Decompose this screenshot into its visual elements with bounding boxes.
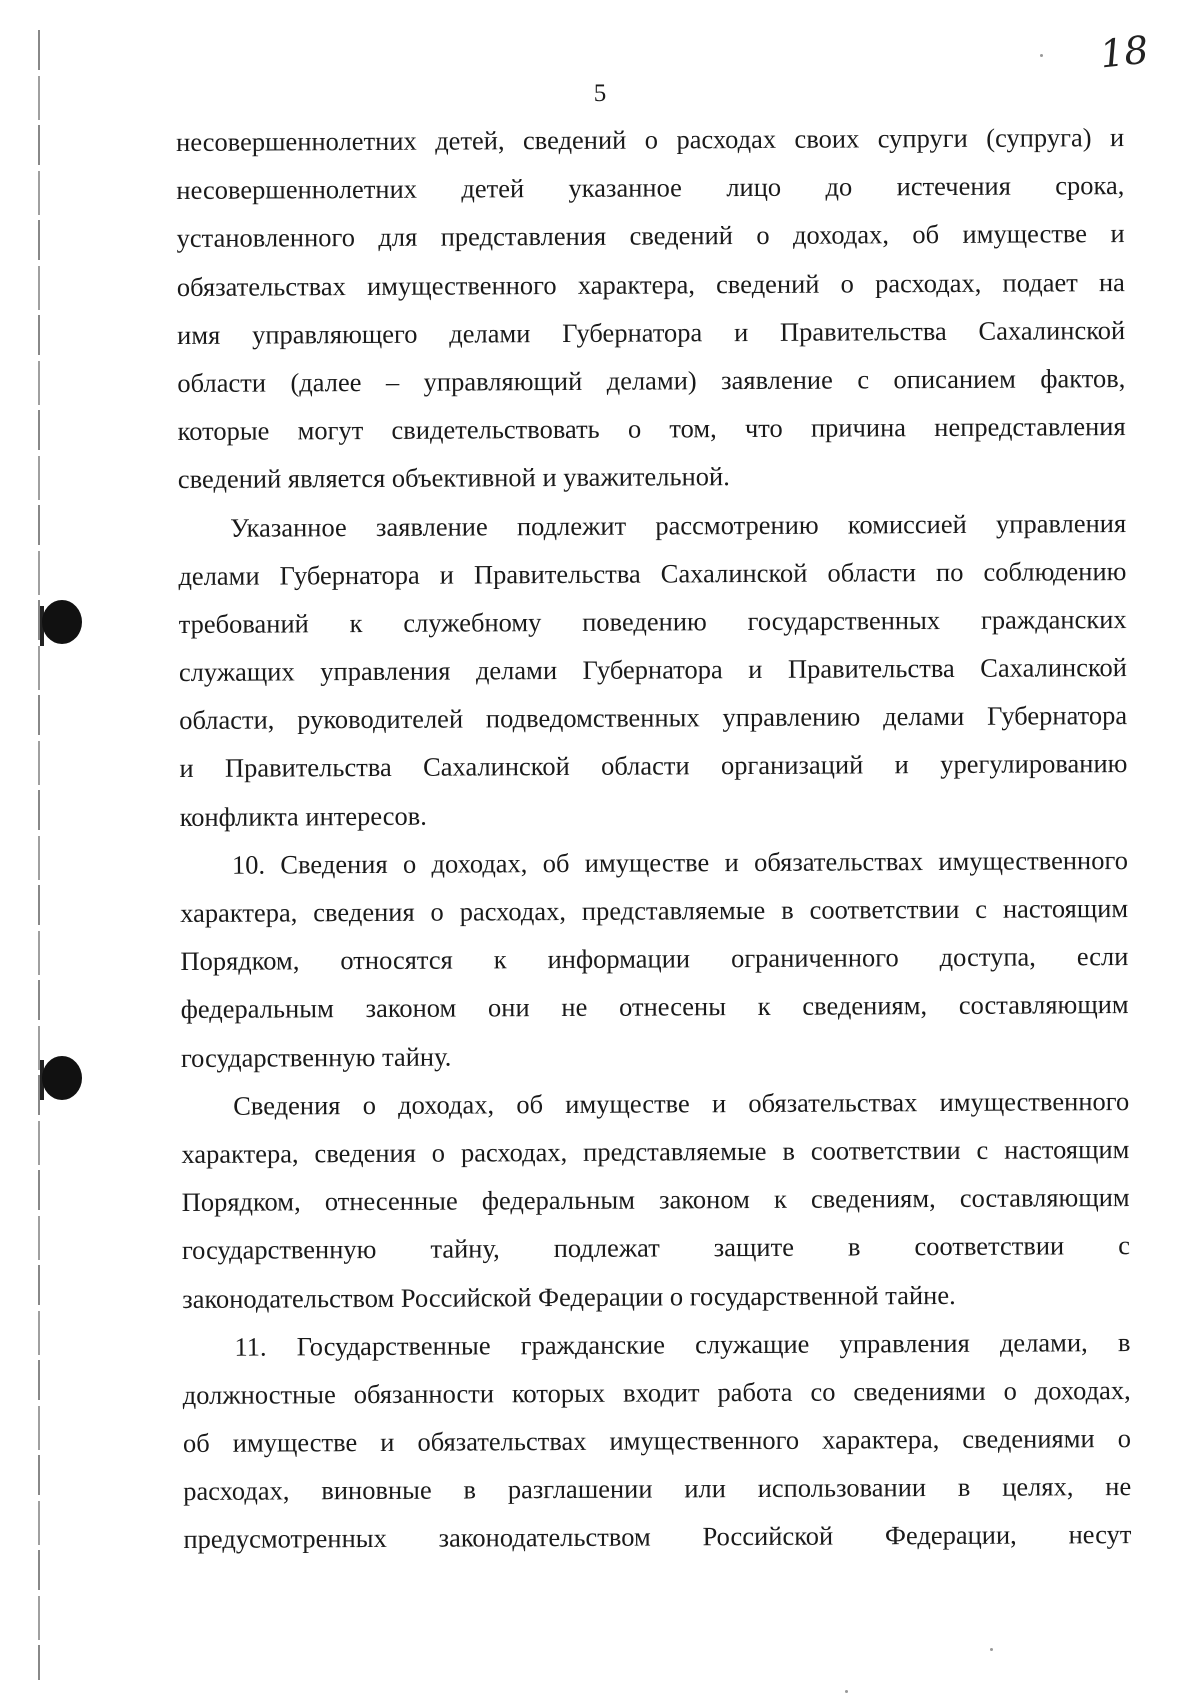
text-line: характера, сведения о расходах, представляемые в соответствии с настоящим — [181, 1133, 1130, 1169]
punch-hole — [42, 1056, 82, 1100]
text-line: государственную тайну, подлежат защите в соответствии с — [181, 1230, 1130, 1266]
scan-speck — [845, 1690, 848, 1693]
scan-speck — [990, 1648, 993, 1651]
text-line: 10. Сведения о доходах, об имуществе и обязательствах имущественного — [231, 844, 1128, 880]
punch-hole — [42, 600, 82, 644]
text-line: конфликта интересов. — [179, 800, 427, 832]
text-line: области, руководителей подведомственных управлению делами Губернатора — [179, 700, 1128, 736]
text-line: характера, сведения о расходах, представляемые в соответствии с настоящим — [180, 893, 1129, 928]
text-line: несовершеннолетних детей, сведений о расходах своих супруги (супруга) и — [176, 122, 1125, 157]
text-line: имя управляющего делами Губернатора и Правительства Сахалинской — [177, 314, 1126, 350]
text-line: 11. Государственные гражданские служащие управления делами, в — [234, 1326, 1131, 1362]
text-line: и Правительства Сахалинской области организаций и урегулированию — [179, 748, 1128, 784]
text-line: делами Губернатора и Правительства Сахалинской области по соблюдению — [178, 555, 1127, 591]
scan-edge-line — [38, 30, 40, 1680]
text-line: требований к служебному поведению государственных гражданских — [178, 603, 1127, 639]
text-line: обязательствах имущественного характера, сведений о расходах, подает на — [176, 266, 1125, 302]
text-line: несовершеннолетних детей указанное лицо до истечения срока, — [176, 170, 1125, 206]
scan-speck — [1040, 54, 1043, 57]
handwritten-page-mark: 18 — [1097, 27, 1151, 77]
document-body — [176, 113, 1132, 1564]
text-line: области (далее – управляющий делами) заявление с описанием фактов, — [177, 362, 1126, 398]
page-number: 5 — [593, 80, 607, 107]
text-line: которые могут свидетельствовать о том, что причина непредставления — [177, 411, 1126, 447]
text-line: об имуществе и обязательствах имущественного характера, сведениями о — [182, 1423, 1132, 1459]
text-line: законодательством Российской Федерации о государственной тайне. — [182, 1279, 956, 1314]
text-line: Порядком, относятся к информации ограниченного доступа, если — [180, 941, 1129, 977]
text-line: сведений является объективной и уважительной. — [177, 461, 730, 495]
text-line: Порядком, отнесенные федеральным законом к сведениям, составляющим — [181, 1182, 1130, 1218]
text-line: Указанное заявление подлежит рассмотрению комиссией управления — [230, 507, 1127, 543]
text-line: расходах, виновные в разглашении или использовании в целях, не — [183, 1471, 1132, 1507]
text-line: установленного для представления сведений о доходах, об имуществе и — [176, 218, 1125, 254]
text-line: Сведения о доходах, об имуществе и обязательствах имущественного — [233, 1085, 1130, 1121]
text-line: должностные обязанности которых входит работа со сведениями о доходах, — [182, 1374, 1131, 1410]
text-line: предусмотренных законодательством Российской Федерации, несут — [183, 1519, 1132, 1555]
text-line: служащих управления делами Губернатора и Правительства Сахалинской — [178, 652, 1127, 688]
text-line: федеральным законом они не отнесены к сведениям, составляющим — [180, 989, 1129, 1025]
text-line: государственную тайну. — [180, 1041, 452, 1073]
